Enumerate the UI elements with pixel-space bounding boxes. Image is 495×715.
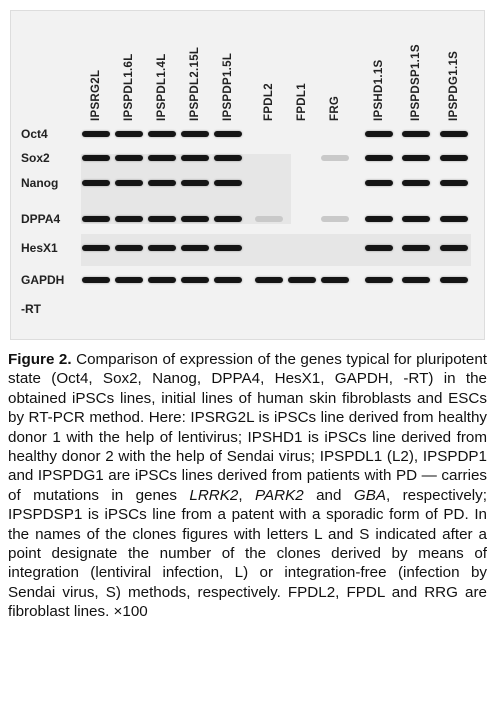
- lane-label: FPDL2: [263, 83, 275, 121]
- gel-band: [440, 131, 468, 137]
- gel-band: [82, 180, 110, 186]
- gel-band: [402, 245, 430, 251]
- caption-gene-gba: GBA: [353, 486, 386, 504]
- gene-row-label: HesX1: [21, 241, 58, 255]
- lane-label: FRG: [329, 95, 341, 121]
- gel-band: [181, 277, 209, 283]
- caption-text-3: and: [303, 486, 354, 504]
- gel-band: [440, 180, 468, 186]
- gel-band: [365, 245, 393, 251]
- gene-row-label: DPPA4: [21, 212, 61, 226]
- gel-band: [181, 180, 209, 186]
- gel-band: [214, 131, 242, 137]
- gel-band: [115, 245, 143, 251]
- gel-band: [148, 245, 176, 251]
- gel-band: [82, 277, 110, 283]
- gel-band: [440, 216, 468, 222]
- gel-band: [82, 155, 110, 161]
- gel-band: [440, 277, 468, 283]
- gel-band: [148, 131, 176, 137]
- gel-band: [181, 216, 209, 222]
- gel-band: [214, 180, 242, 186]
- gel-band: [115, 216, 143, 222]
- caption-gene-park2: PARK2: [255, 486, 304, 504]
- gel-band: [402, 155, 430, 161]
- gel-band: [82, 245, 110, 251]
- gel-band: [181, 155, 209, 161]
- gel-band: [148, 277, 176, 283]
- gel-band: [321, 277, 349, 283]
- gene-row-label: Sox2: [21, 151, 50, 165]
- gel-band: [115, 155, 143, 161]
- gel-band-faint: [321, 155, 349, 161]
- gel-band: [214, 155, 242, 161]
- gel-shade-upper: [81, 154, 291, 224]
- caption-label: Figure 2.: [8, 351, 72, 368]
- gel-figure: [10, 10, 485, 340]
- gel-band-faint: [255, 216, 283, 222]
- lane-label: IPSPDL2.15L: [189, 46, 201, 121]
- gel-band: [365, 277, 393, 283]
- lane-label: IPSPDL1.4L: [156, 53, 168, 121]
- gel-band: [402, 131, 430, 137]
- gel-band: [365, 180, 393, 186]
- gel-band: [214, 216, 242, 222]
- figure-caption: [8, 350, 487, 622]
- lane-label: FPDL1: [296, 83, 308, 121]
- gel-band: [402, 180, 430, 186]
- lane-label: IPSHD1.1S: [373, 59, 385, 121]
- gel-band: [115, 277, 143, 283]
- lane-label: IPSPDL1.6L: [123, 53, 135, 121]
- gel-band: [440, 155, 468, 161]
- gel-band: [181, 245, 209, 251]
- gel-band: [82, 216, 110, 222]
- gel-band: [115, 131, 143, 137]
- gel-band: [440, 245, 468, 251]
- gene-row-label: Nanog: [21, 176, 59, 190]
- caption-text-1: Comparison of expression of the genes typical for pluripotent state (Oct4, Sox2, Nanog, DPPA4, HesX1, GAPDH, -RT) in the obtained iPSCs lines, initial lines of human skin fibroblasts and ESCs by RT-PCR method. Here: IPSRG2L is iPSCs line derived from healthy donor 1 with the help of lentivirus; IPSHD1 is iPSCs line derived from healthy donor 2 with the help of Sendai virus; IPSPDL1 (L2), IPSPDP1 and IPSPDG1 are iPSCs lines derived from patients with PD — carries of mutations in genes: [8, 351, 488, 504]
- gel-band: [82, 131, 110, 137]
- caption-gene-lrrk2: LRRK2: [189, 486, 239, 504]
- gel-band: [181, 131, 209, 137]
- gel-band: [148, 180, 176, 186]
- lane-label: IPSPDG1.1S: [448, 50, 460, 121]
- gel-band: [365, 131, 393, 137]
- gel-band: [365, 216, 393, 222]
- lane-label: IPSPDP1.5L: [222, 52, 234, 121]
- gene-row-label: GAPDH: [21, 273, 65, 287]
- gel-band: [214, 277, 242, 283]
- caption-text-2: ,: [238, 486, 255, 504]
- lane-label: IPSRG2L: [90, 69, 102, 121]
- gel-band-faint: [321, 216, 349, 222]
- gel-band: [148, 155, 176, 161]
- gel-band: [288, 277, 316, 283]
- lane-label: IPSPDSP1.1S: [410, 44, 422, 121]
- gel-band: [365, 155, 393, 161]
- gel-band: [402, 216, 430, 222]
- gene-row-label: -RT: [21, 302, 41, 316]
- gene-row-label: Oct4: [21, 127, 48, 141]
- gel-band: [255, 277, 283, 283]
- gel-band: [214, 245, 242, 251]
- gel-band: [115, 180, 143, 186]
- gel-band: [148, 216, 176, 222]
- gel-band: [402, 277, 430, 283]
- caption-text-4: , respectively; IPSPDSP1 is iPSCs line from a patent with a sporadic form of PD. In the names of the clones figures with letters L and S indicated after a point designate the number of the clones derived by means of integration (lentiviral infection, L) or integration-free (infection by Sendai virus, S) methods, respectively. FPDL2, FPDL and RRG are fibroblast lines. ×100: [8, 486, 487, 621]
